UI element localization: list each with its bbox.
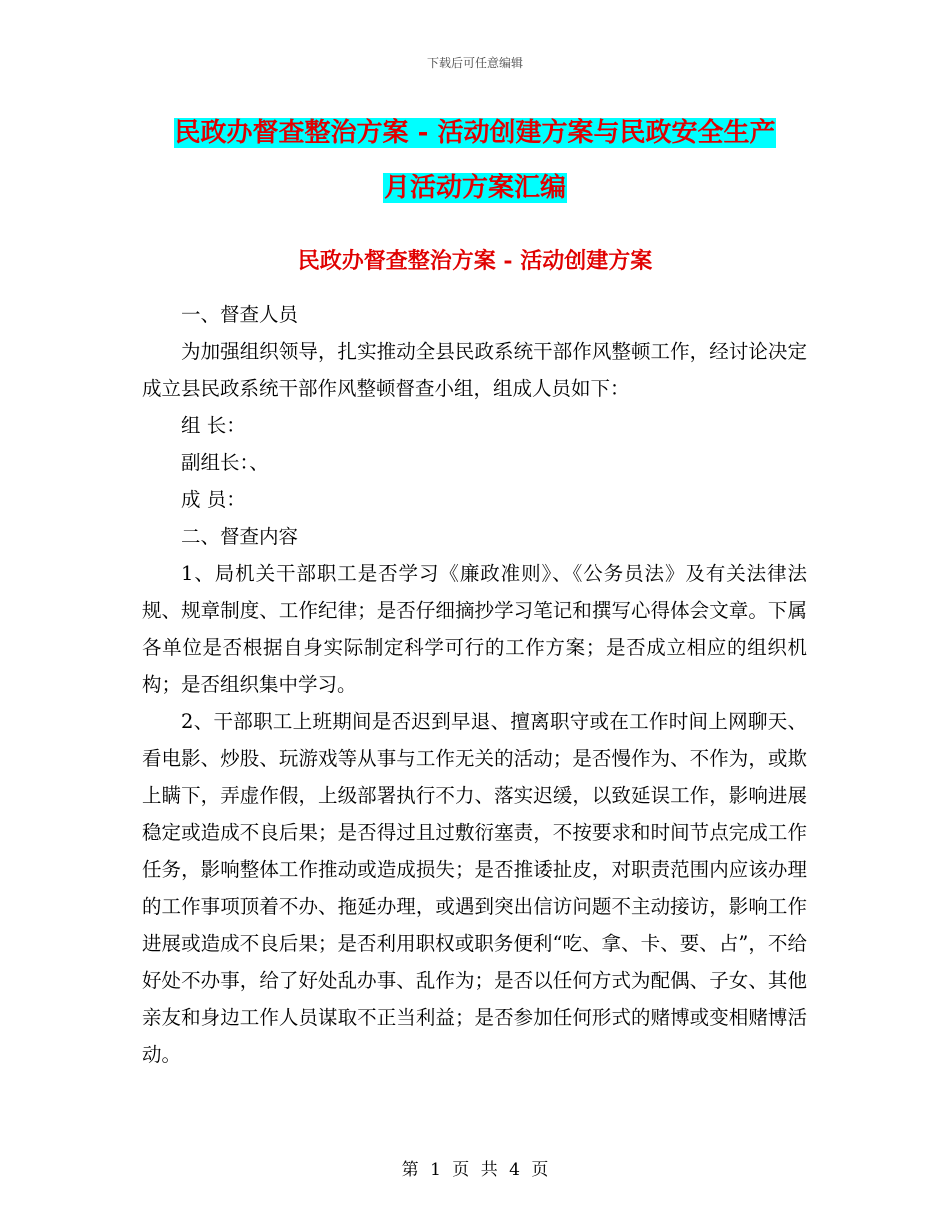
document-body	[142, 296, 807, 1073]
heading-inspection-personnel: 一、督查人员	[181, 303, 299, 326]
paragraph-intro: 为加强组织领导，扎实推动全县民政系统干部作风整顿工作，经讨论决定成立县民政系统干部作风整顿督查小组，组成人员如下：	[142, 340, 807, 400]
line-team-leader: 组 长：	[181, 414, 246, 437]
paragraph-item-2: 2、干部职工上班期间是否迟到早退、擅离职守或在工作时间上网聊天、看电影、炒股、玩游戏等从事与工作无关的活动；是否慢作为、不作为，或欺上瞒下，弄虚作假，上级部署执行不力、落实迟缓，以致延误工作，影响进展稳定或造成不良后果；是否得过且过敷衍塞责，不按要求和时间节点完成工作任务，影响整体工作推动或造成损失；是否推诿扯皮，对职责范围内应该办理的工作事项顶着不办、拖延办理，或遇到突出信访问题不主动接访，影响工作进展或造成不良后果；是否利用职权或职务便利“吃、拿、卡、要、占”，不给好处不办事，给了好处乱办事、乱作为；是否以任何方式为配偶、子女、其他亲友和身边工作人员谋取不正当利益；是否参加任何形式的赌博或变相赌博活动。	[142, 710, 807, 1066]
line-members: 成 员：	[181, 488, 246, 511]
paragraph-item-1: 1、局机关干部职工是否学习《廉政准则》、《公务员法》及有关法律法规、规章制度、工作纪律；是否仔细摘抄学习笔记和撰写心得体会文章。下属各单位是否根据自身实际制定科学可行的工作方案；是否成立相应的组织机构；是否组织集中学习。	[142, 562, 807, 696]
document-title	[0, 106, 950, 216]
line-deputy-leader: 副组长：、	[181, 451, 269, 474]
document-title-line-2: 月活动方案汇编	[383, 173, 566, 203]
page-number: 第 1 页 共 4 页	[401, 1160, 549, 1180]
heading-inspection-content: 二、督查内容	[181, 525, 299, 548]
section-title: 民政办督查整治方案 - 活动创建方案	[297, 248, 653, 274]
header-note: 下载后可任意编辑	[426, 56, 523, 70]
document-title-line-1: 民政办督查整治方案 - 活动创建方案与民政安全生产	[174, 118, 776, 148]
